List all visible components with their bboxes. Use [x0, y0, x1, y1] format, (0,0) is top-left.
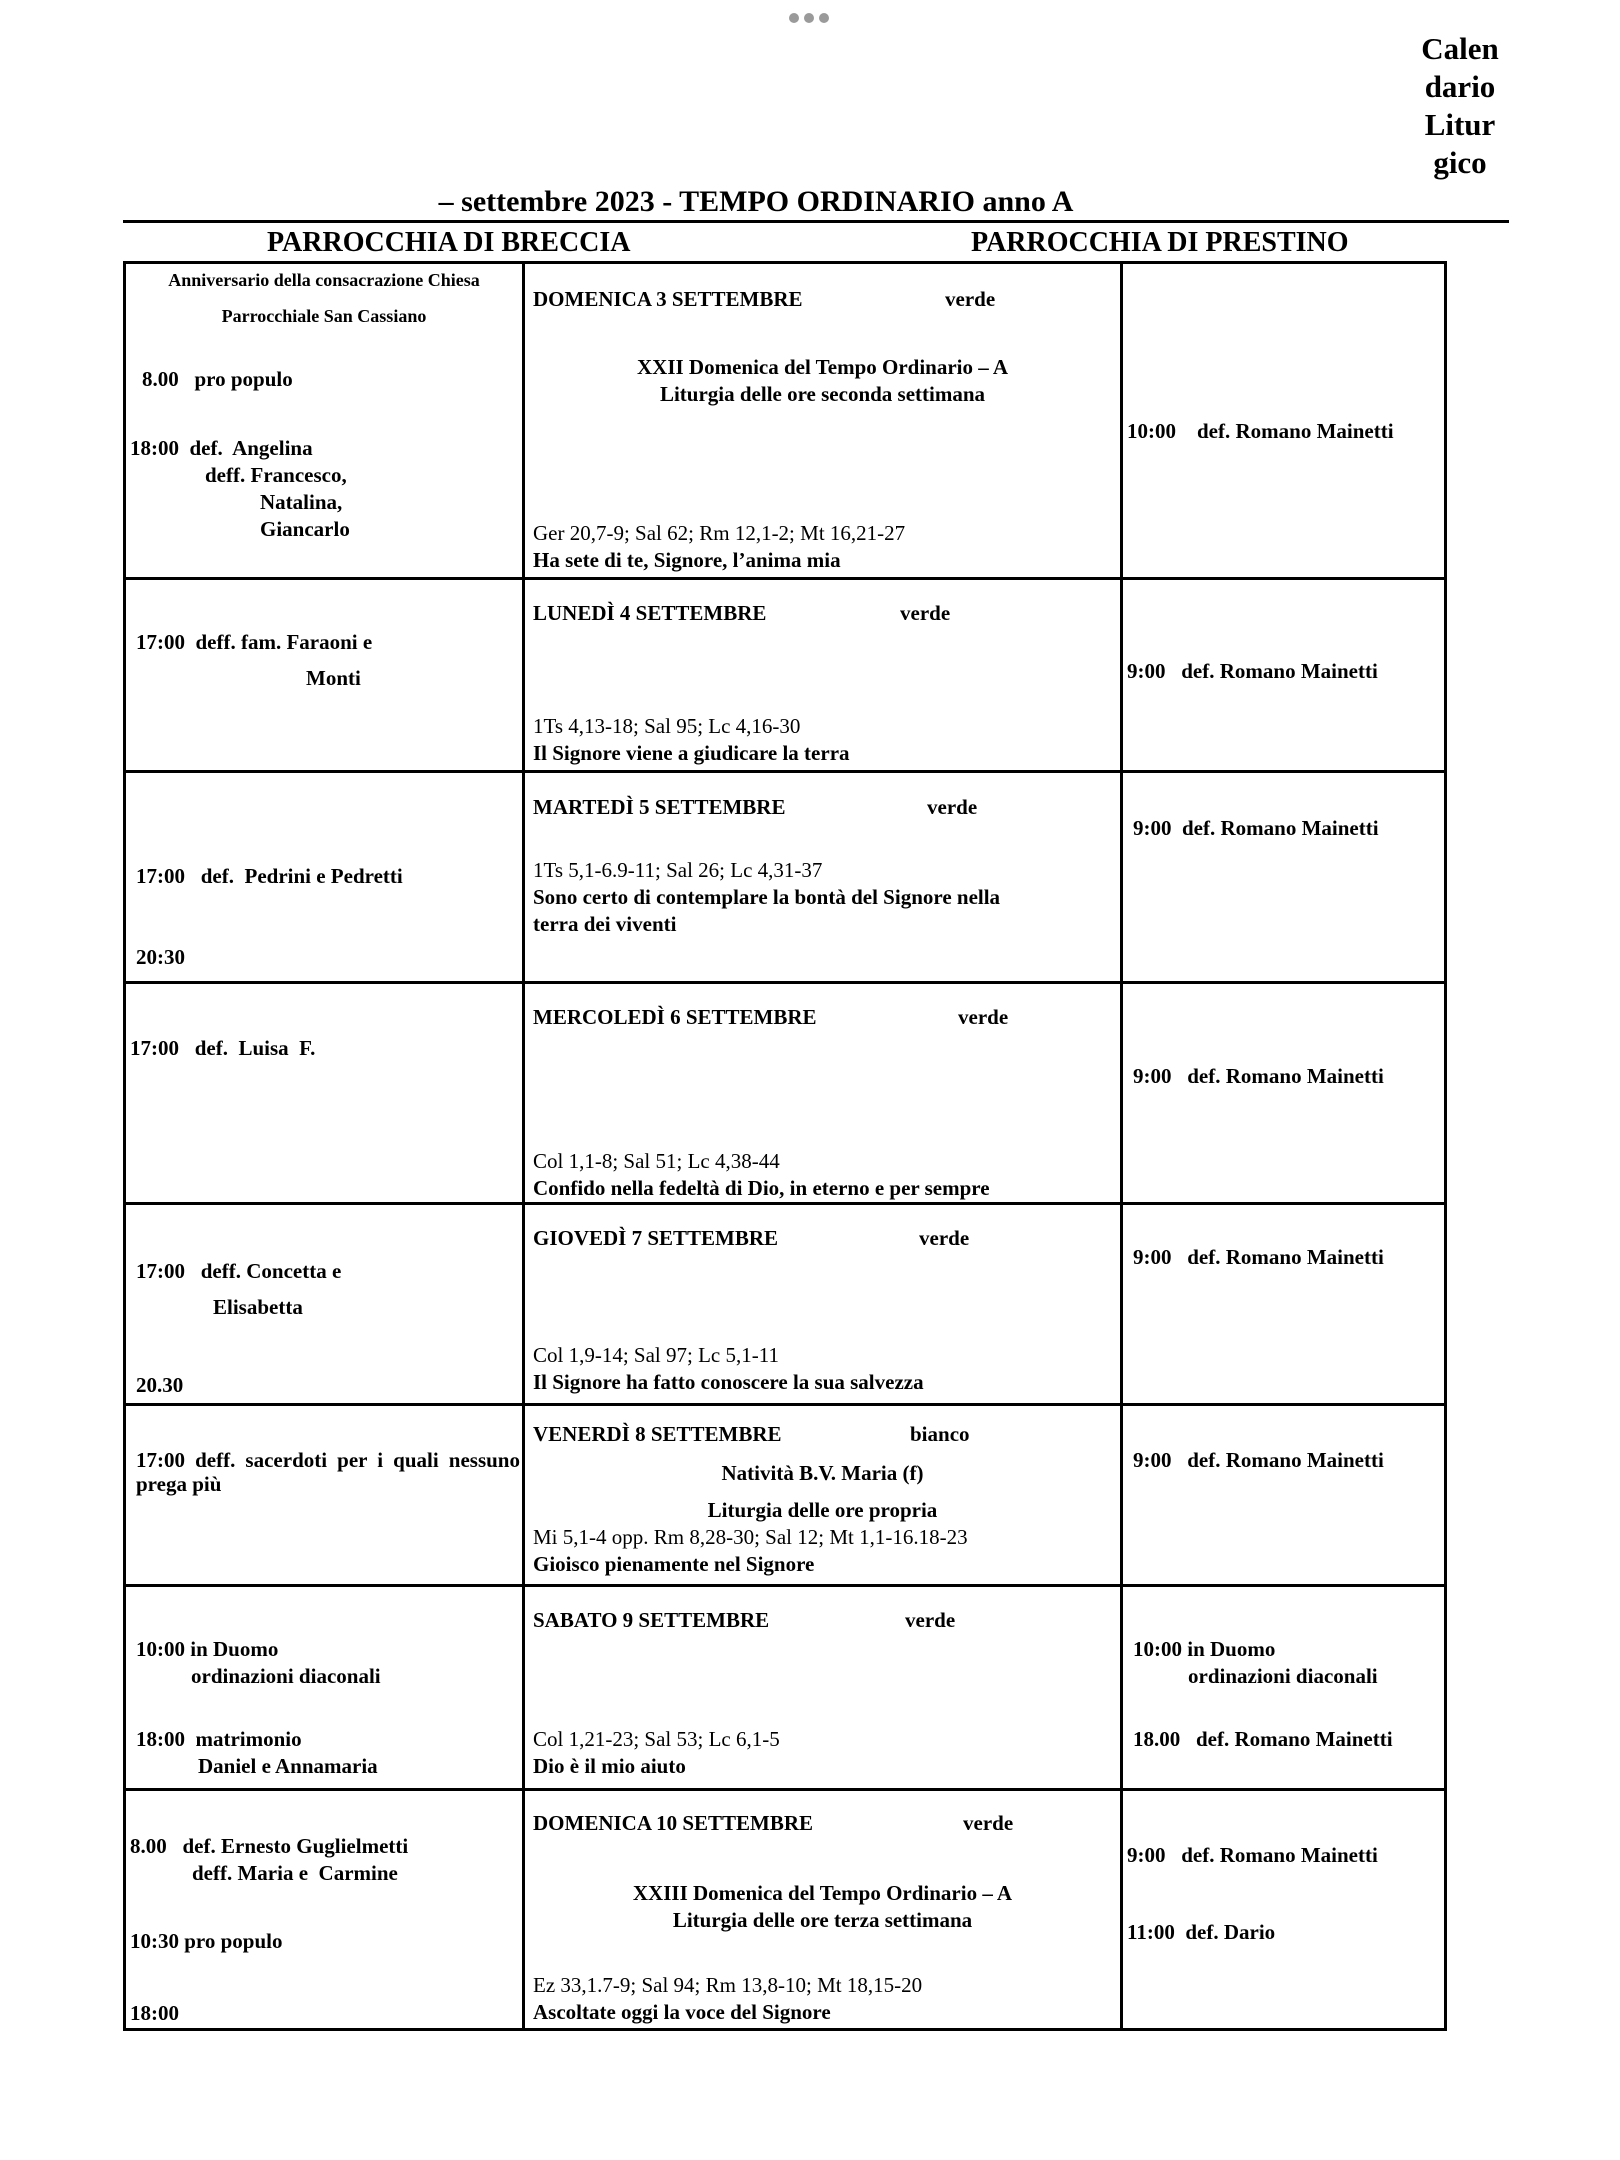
calendar-title-line: gico	[1433, 145, 1487, 180]
parish-breccia-header: PARROCCHIA DI BRECCIA	[267, 227, 631, 258]
table-row	[125, 1586, 1446, 1790]
day-title: DOMENICA 10 SETTEMBRE	[533, 1811, 814, 1835]
page-subtitle	[123, 185, 1509, 219]
liturgy-cell	[524, 1405, 1122, 1586]
readings: 1Ts 5,1-6.9-11; Sal 26; Lc 4,31-37	[533, 858, 823, 882]
mass-entry: Elisabetta	[213, 1295, 303, 1319]
psalm-response: Confido nella fedeltà di Dio, in eterno e per sempre	[533, 1176, 990, 1200]
mass-entry: 8.00 def. Ernesto Guglielmetti	[130, 1834, 409, 1858]
liturgy-cell	[524, 579, 1122, 772]
mass-entry: 11:00 def. Dario	[1127, 1920, 1276, 1944]
liturgy-note: XXII Domenica del Tempo Ordinario – A	[636, 355, 1009, 379]
psalm-response: Ascoltate oggi la voce del Signore	[533, 2000, 831, 2024]
prestino-cell	[1122, 1586, 1446, 1790]
liturgy-cell	[524, 263, 1122, 579]
prestino-cell	[1122, 983, 1446, 1204]
mass-entry: 8.00 pro populo	[142, 367, 293, 391]
liturgy-cell	[524, 983, 1122, 1204]
readings: Mi 5,1-4 opp. Rm 8,28-30; Sal 12; Mt 1,1-16.18-23	[533, 1525, 968, 1549]
mass-entry: 17:00 deff. sacerdoti per i quali nessuno prega più	[136, 1448, 520, 1496]
readings: 1Ts 4,13-18; Sal 95; Lc 4,16-30	[533, 714, 801, 738]
mass-entry: 20.30	[136, 1373, 184, 1397]
breccia-cell	[125, 983, 524, 1204]
mass-entry: 17:00 deff. fam. Faraoni e	[136, 630, 373, 654]
day-title: MARTEDÌ 5 SETTEMBRE	[533, 795, 786, 819]
breccia-cell	[125, 263, 524, 579]
psalm-response: terra dei viventi	[533, 912, 677, 936]
liturgical-color: verde	[945, 287, 996, 311]
readings: Col 1,21-23; Sal 53; Lc 6,1-5	[533, 1727, 780, 1751]
calendar-title-line: dario	[1424, 69, 1496, 104]
psalm-response: Il Signore viene a giudicare la terra	[533, 741, 850, 765]
mass-entry: Daniel e Annamaria	[198, 1754, 378, 1778]
liturgical-color: verde	[927, 795, 978, 819]
prestino-cell	[1122, 579, 1446, 772]
mass-entry: 17:00 def. Luisa F.	[130, 1036, 316, 1060]
mass-entry: 10:30 pro populo	[130, 1929, 283, 1953]
mass-entry: 17:00 def. Pedrini e Pedretti	[136, 864, 403, 888]
table-row	[125, 1204, 1446, 1405]
liturgy-note: Liturgia delle ore terza settimana	[672, 1908, 973, 1932]
liturgy-cell	[524, 1586, 1122, 1790]
mass-entry: 9:00 def. Romano Mainetti	[1127, 1843, 1378, 1867]
prestino-cell	[1122, 263, 1446, 579]
mass-entry: 20:30	[136, 945, 185, 969]
mass-entry: 17:00 deff. Concetta e	[136, 1259, 342, 1283]
readings: Col 1,9-14; Sal 97; Lc 5,1-11	[533, 1343, 779, 1367]
mass-entry: 18:00 def. Angelina	[130, 436, 313, 460]
mass-entry: 18:00 matrimonio	[136, 1727, 302, 1751]
readings: Ger 20,7-9; Sal 62; Rm 12,1-2; Mt 16,21-27	[533, 521, 906, 545]
mass-entry: 9:00 def. Romano Mainetti	[1127, 659, 1378, 683]
liturgical-color: bianco	[910, 1422, 970, 1446]
anniversary-line: Anniversario della consacrazione Chiesa	[168, 270, 480, 290]
anniversary-line: Parrocchiale San Cassiano	[221, 306, 427, 326]
more-dots-icon[interactable]	[789, 13, 829, 23]
dot	[804, 13, 814, 23]
psalm-response: Il Signore ha fatto conoscere la sua salvezza	[533, 1370, 924, 1394]
liturgy-note: Liturgia delle ore propria	[707, 1498, 938, 1522]
liturgy-cell	[524, 772, 1122, 983]
table-row	[125, 263, 1446, 579]
day-title: MERCOLEDÌ 6 SETTEMBRE	[533, 1005, 817, 1029]
readings: Ez 33,1.7-9; Sal 94; Rm 13,8-10; Mt 18,15-20	[533, 1973, 923, 1997]
breccia-cell	[125, 1204, 524, 1405]
parish-prestino-header: PARROCCHIA DI PRESTINO	[971, 227, 1349, 258]
dot	[819, 13, 829, 23]
liturgical-color: verde	[963, 1811, 1014, 1835]
table-row	[125, 579, 1446, 772]
table-row	[125, 1790, 1446, 2030]
mass-entry: Monti	[306, 666, 361, 690]
dot	[789, 13, 799, 23]
liturgical-color: verde	[919, 1226, 970, 1250]
breccia-cell	[125, 772, 524, 983]
prestino-cell	[1122, 1405, 1446, 1586]
mass-entry: ordinazioni diaconali	[191, 1664, 381, 1688]
calendar-title-line: Litur	[1424, 107, 1496, 142]
subtitle-text: – settembre 2023 - TEMPO ORDINARIO anno A	[438, 185, 1074, 218]
table-row	[125, 772, 1446, 983]
mass-entry: 10:00 in Duomo	[1133, 1637, 1276, 1661]
day-title: GIOVEDÌ 7 SETTEMBRE	[533, 1226, 779, 1250]
day-title: DOMENICA 3 SETTEMBRE	[533, 287, 803, 311]
liturgy-cell	[524, 1204, 1122, 1405]
mass-entry: Giancarlo	[260, 517, 350, 541]
header-rule	[123, 220, 1509, 223]
table-row	[125, 1405, 1446, 1586]
breccia-cell	[125, 579, 524, 772]
mass-entry: 9:00 def. Romano Mainetti	[1133, 1448, 1384, 1472]
calendar-table	[123, 261, 1447, 2031]
calendar-title-line: Calen	[1421, 31, 1499, 66]
day-title: VENERDÌ 8 SETTEMBRE	[533, 1422, 782, 1446]
mass-entry: 9:00 def. Romano Mainetti	[1133, 1245, 1384, 1269]
breccia-cell	[125, 1586, 524, 1790]
psalm-response: Gioisco pienamente nel Signore	[533, 1552, 815, 1576]
liturgy-note: Liturgia delle ore seconda settimana	[659, 382, 986, 406]
liturgy-note: XXIII Domenica del Tempo Ordinario – A	[632, 1881, 1013, 1905]
mass-entry: 10:00 in Duomo	[136, 1637, 279, 1661]
psalm-response: Dio è il mio aiuto	[533, 1754, 686, 1778]
mass-entry: Natalina,	[260, 490, 343, 514]
liturgy-cell	[524, 1790, 1122, 2030]
prestino-cell	[1122, 1790, 1446, 2030]
prestino-cell	[1122, 1204, 1446, 1405]
mass-entry: deff. Maria e Carmine	[192, 1861, 398, 1885]
breccia-cell	[125, 1405, 524, 1586]
psalm-response: Sono certo di contemplare la bontà del Signore nella	[533, 885, 1001, 909]
liturgical-color: verde	[958, 1005, 1009, 1029]
mass-entry: 10:00 def. Romano Mainetti	[1127, 419, 1394, 443]
mass-entry: deff. Francesco,	[205, 463, 347, 487]
prestino-cell	[1122, 772, 1446, 983]
calendar-title	[1410, 30, 1510, 182]
readings: Col 1,1-8; Sal 51; Lc 4,38-44	[533, 1149, 780, 1173]
mass-entry: ordinazioni diaconali	[1188, 1664, 1378, 1688]
liturgical-color: verde	[905, 1608, 956, 1632]
liturgy-note: Natività B.V. Maria (f)	[721, 1461, 924, 1485]
table-row	[125, 983, 1446, 1204]
breccia-cell	[125, 1790, 524, 2030]
mass-entry: 9:00 def. Romano Mainetti	[1133, 1064, 1384, 1088]
liturgical-color: verde	[900, 601, 951, 625]
mass-entry: 9:00 def. Romano Mainetti	[1133, 816, 1379, 840]
mass-entry: 18:00	[130, 2001, 179, 2025]
day-title: SABATO 9 SETTEMBRE	[533, 1608, 770, 1632]
day-title: LUNEDÌ 4 SETTEMBRE	[533, 601, 767, 625]
mass-entry: 18.00 def. Romano Mainetti	[1133, 1727, 1393, 1751]
psalm-response: Ha sete di te, Signore, l’anima mia	[533, 548, 841, 572]
